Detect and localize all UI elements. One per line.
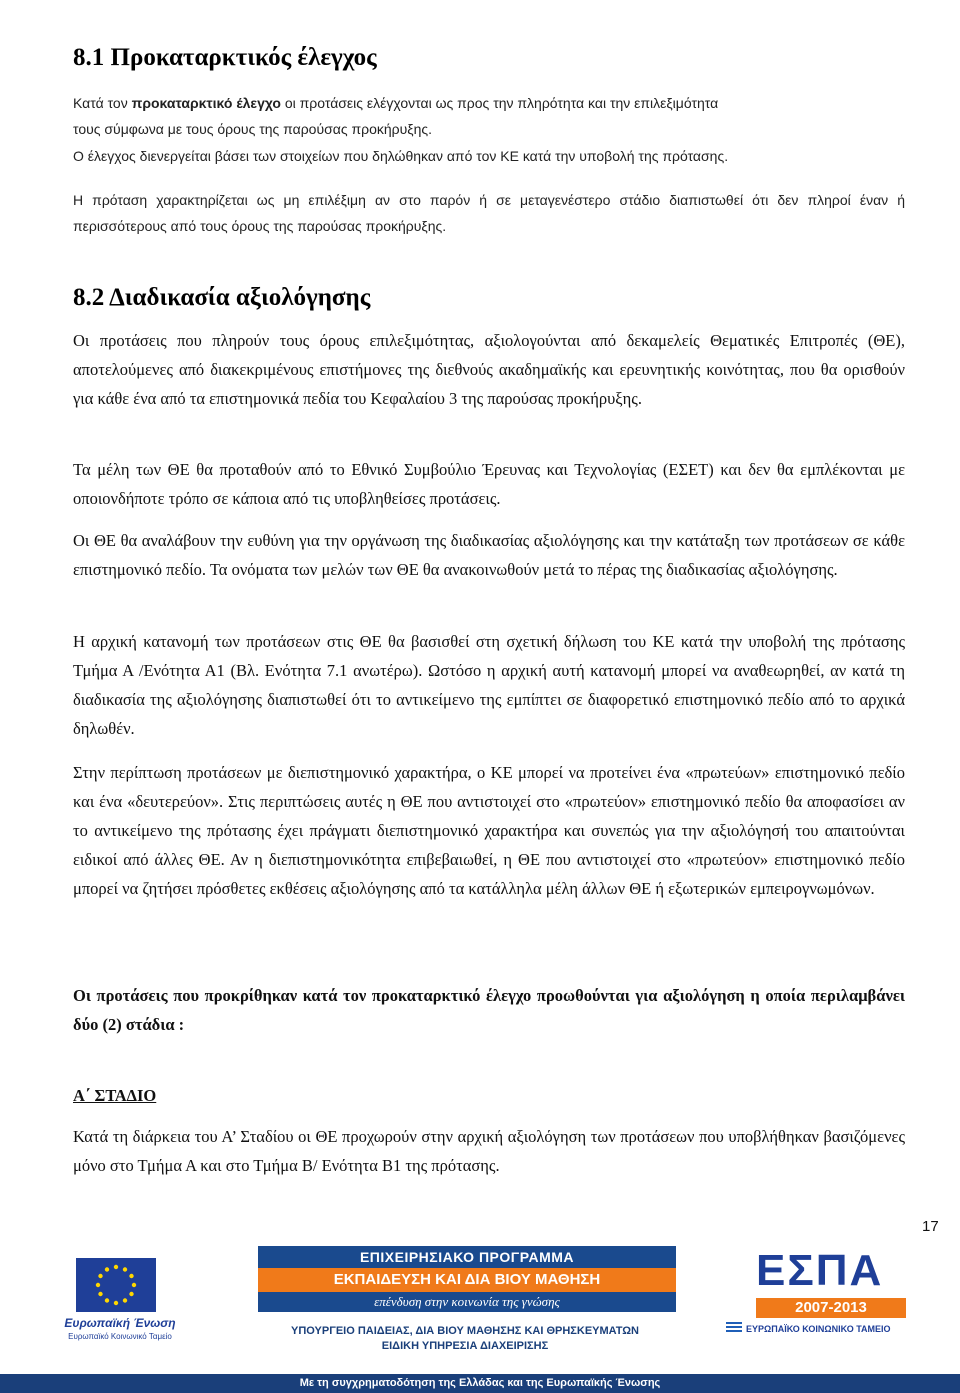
section-heading-8-1: 8.1 Προκαταρκτικός έλεγχος [73, 44, 377, 71]
paragraph-ineligible: Η πρόταση χαρακτηρίζεται ως μη επιλέξιμη αν στο παρόν ή σε μεταγενέστερο στάδιο διαπιστωθεί ότι δεν πληροί έναν ή περισσότερους από τους όρους της παρούσας προκήρυξης. [73, 192, 905, 234]
espa-years: 2007-2013 [756, 1298, 906, 1318]
eu-fund-name: Ευρωπαϊκό Κοινωνικό Ταμείο [68, 1332, 172, 1341]
greek-flag-icon [726, 1322, 742, 1334]
paragraph-interdisciplinary: Στην περίπτωση προτάσεων με διεπιστημονικό χαρακτήρα, ο ΚΕ μπορεί να προτείνει ένα «πρωτεύων» επιστημονικό πεδίο και ένα «δευτερεύον». Στις περιπτώσεις αυτές η ΘΕ που αντιστοιχεί στο «πρωτεύον» επιστημονικό πεδίο θα αποφασίσει αν το αντικείμενο της πρότασης έχει πράγματι διεπιστημονικό χαρακτήρα και συνεπώς για την αξιολόγησή του απαιτούνται ειδικοί από άλλες ΘΕ. Αν η διεπιστημονικότητα επιβεβαιωθεί, η ΘΕ που αντιστοιχεί στο «πρωτεύον» επιστημονικό πεδίο μπορεί να ζητήσει πρόσθετες εκθέσεις αξιολόγησης από τα κατάλληλα μέλη άλλων ΘΕ ή εξωτερικών εμπειρογνωμόνων. [73, 763, 905, 898]
eu-flag-icon [76, 1258, 156, 1312]
espa-title: ΕΣΠΑ [756, 1246, 884, 1295]
paragraph-committee-responsibility: Οι ΘΕ θα αναλάβουν την ευθύνη για την οργάνωση της διαδικασίας αξιολόγησης και την κατάταξη των προτάσεων σε κάθε επιστημονικό πεδίο. Τα ονόματα των μελών των ΘΕ θα ανακοινωθούν μετά το πέρας της διαδικασίας αξιολόγησης. [73, 531, 905, 579]
section-heading-8-2: 8.2 Διαδικασία αξιολόγησης [73, 284, 371, 311]
bold-term: προκαταρκτικό έλεγχο [131, 95, 281, 111]
program-title: ΕΠΙΧΕΙΡΗΣΙΑΚΟ ΠΡΟΓΡΑΜΜΑ [258, 1246, 676, 1268]
paragraph-committee-members: Τα μέλη των ΘΕ θα προταθούν από το Εθνικό Συμβούλιο Έρευνας και Τεχνολογίας (ΕΣΕΤ) και δεν θα εμπλέκονται με οποιονδήποτε τρόπο σε κάποια από τις υποβληθείσες προτάσεις. [73, 460, 905, 508]
paragraph-evaluation-committees: Οι προτάσεις που πληρούν τους όρους επιλεξιμότητας, αξιολογούνται από δεκαμελείς Θεματικές Επιτροπές (ΘΕ), αποτελούμενες από διακεκριμένους επιστήμονες της διεθνούς ακαδημαϊκής και ερευνητικής κοινότητας, που θα ορισθούν για κάθε ένα από τα επιστημονικά πεδία του Κεφαλαίου 3 της παρούσας προκήρυξης. [73, 331, 905, 408]
ministry-text: ΥΠΟΥΡΓΕΙΟ ΠΑΙΔΕΙΑΣ, ΔΙΑ ΒΙΟΥ ΜΑΘΗΣΗΣ ΚΑΙ ΘΡΗΣΚΕΥΜΑΤΩΝ ΕΙΔΙΚΗ ΥΠΗΡΕΣΙΑ ΔΙΑΧΕΙΡΙΣΗΣ [291, 1325, 639, 1352]
program-logo [258, 1246, 676, 1316]
espa-fund: ΕΥΡΩΠΑΪΚΟ ΚΟΙΝΩΝΙΚΟ ΤΑΜΕΙΟ [746, 1324, 891, 1334]
paragraph-check-basis: Ο έλεγχος διενεργείται βάσει των στοιχείων που δηλώθηκαν από τον ΚΕ κατά την υποβολή της πρότασης. [73, 148, 729, 164]
program-slogan: επένδυση στην κοινωνία της γνώσης [258, 1292, 676, 1312]
paragraph-preliminary-check: Κατά τον προκαταρκτικό έλεγχο οι προτάσεις ελέγχονται ως προς την πληρότητα και την επιλεξιμότητα τους σύμφωνα με τους όρους της παρούσας προκήρυξης. [73, 95, 719, 137]
eu-name: Ευρωπαϊκή Ένωση [64, 1316, 176, 1330]
paragraph-initial-allocation: Η αρχική κατανομή των προτάσεων στις ΘΕ θα βασισθεί στη σχετική δήλωση του ΚΕ κατά την υποβολή της πρότασης Τμήμα Α /Ενότητα Α1 (Βλ. Ενότητα 7.1 ανωτέρω). Ωστόσο η αρχική αυτή κατανομή μπορεί να αναθεωρηθεί, αν κατά τη διαδικασία της αξιολόγησης διαπιστωθεί ότι το αντικείμενο της εμπίπτει σε διαφορετικό επιστημονικό πεδίο από το αρχικά δηλωθέν. [73, 632, 905, 738]
page-number: 17 [922, 1218, 939, 1235]
paragraph-stage-a: Κατά τη διάρκεια του Α’ Σταδίου οι ΘΕ προχωρούν στην αρχική αξιολόγηση των προτάσεων που υποβλήθηκαν βασιζόμενες μόνο στο Τμήμα Α και στο Τμήμα Β/ Ενότητα Β1 της πρότασης. [73, 1127, 905, 1175]
cofunding-bar: Με τη συγχρηματοδότηση της Ελλάδας και της Ευρωπαϊκής Ένωσης [0, 1374, 960, 1393]
stage-a-heading: Α΄ ΣΤΑΔΙΟ [73, 1086, 157, 1105]
espa-logo [716, 1246, 916, 1346]
paragraph-two-stages: Οι προτάσεις που προκρίθηκαν κατά τον προκαταρκτικό έλεγχο προωθούνται για αξιολόγηση η οποία περιλαμβάνει δύο (2) στάδια : [73, 986, 905, 1034]
program-name: ΕΚΠΑΙΔΕΥΣΗ ΚΑΙ ΔΙΑ ΒΙΟΥ ΜΑΘΗΣΗ [258, 1268, 676, 1292]
footer-banner [0, 1240, 960, 1393]
